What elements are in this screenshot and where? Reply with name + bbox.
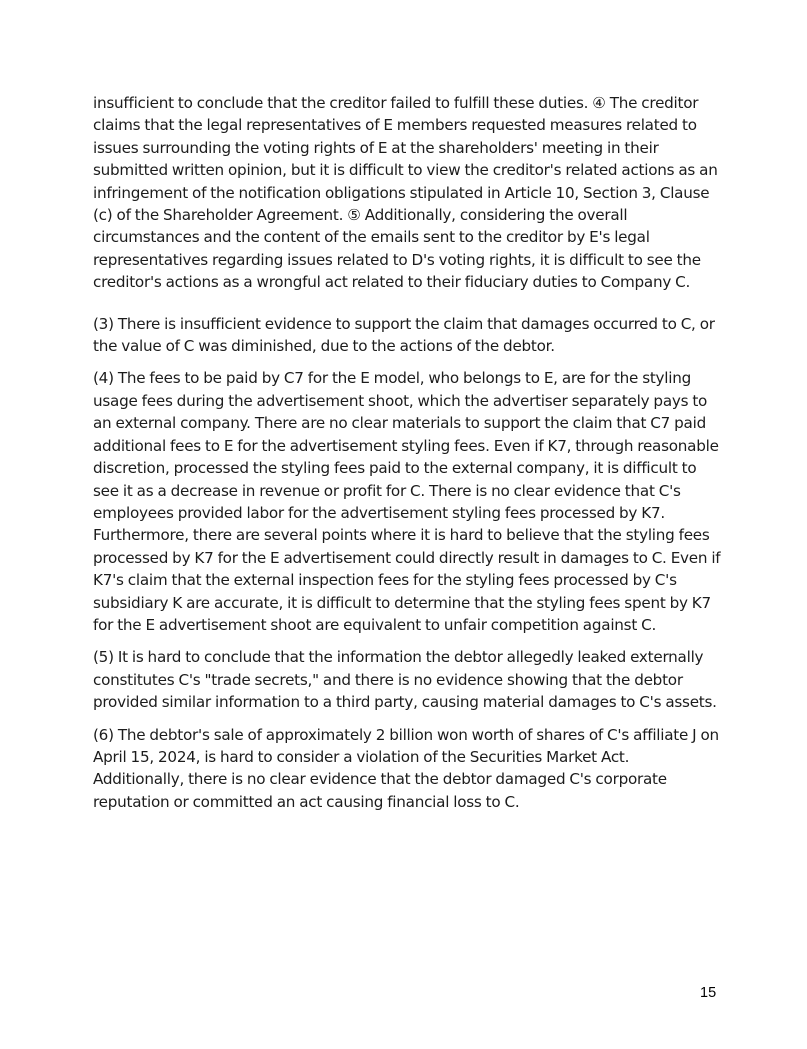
paragraph-item-5: (5) It is hard to conclude that the information the debtor allegedly leaked externally constitutes C's "trade secrets," and there is no evidence showing that the debtor provided similar information to a third party, causing material damages to C's assets.: [93, 648, 717, 712]
paragraph-continuation: insufficient to conclude that the creditor failed to fulfill these duties. ④ The creditor claims that the legal representatives of E members requested measures related to issues surrounding the voting rights of E at the shareholders' meeting in their submitted written opinion, but it is difficult to view the creditor's related actions as an infringement of the notification obligations stipulated in Article 10, Section 3, Clause (c) of the Shareholder Agreement. ⑤ Additionally, considering the overall circumstances and the content of the emails sent to the creditor by E's legal representatives regarding issues related to D's voting rights, it is difficult to see the creditor's actions as a wrongful act related to their fiduciary duties to Company C.: [93, 94, 718, 292]
page-body: [93, 92, 721, 813]
paragraph-item-6: (6) The debtor's sale of approximately 2 billion won worth of shares of C's affiliate J on April 15, 2024, is hard to consider a violation of the Securities Market Act. Additionally, there is no clear evidence that the debtor damaged C's corporate reputation or committed an act causing financial loss to C.: [93, 725, 719, 811]
paragraph-item-4: (4) The fees to be paid by C7 for the E model, who belongs to E, are for the styling usage fees during the advertisement shoot, which the advertiser separately pays to an external company. There are no clear materials to support the claim that C7 paid additional fees to E for the advertisement styling fees. Even if K7, through reasonable discretion, processed the styling fees paid to the external company, it is difficult to see it as a decrease in revenue or profit for C. There is no clear evidence that C's employees provided labor for the advertisement styling fees processed by K7. Furthermore, there are several points where it is hard to believe that the styling fees processed by K7 for the E advertisement could directly result in damages to C. Even if K7's claim that the external inspection fees for the styling fees processed by C's subsidiary K are accurate, it is difficult to determine that the styling fees spent by K7 for the E advertisement shoot are equivalent to unfair competition against C.: [93, 369, 721, 634]
page-number: 15: [700, 985, 717, 1001]
paragraph-item-3: (3) There is insufficient evidence to support the claim that damages occurred to C, or the value of C was diminished, due to the actions of the debtor.: [93, 314, 715, 356]
